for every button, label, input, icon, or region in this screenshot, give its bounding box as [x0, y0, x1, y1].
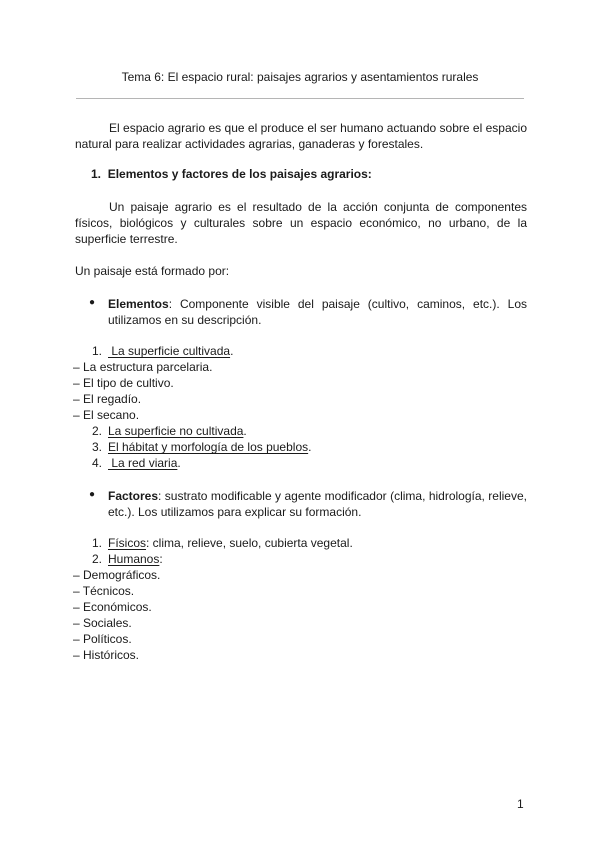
factores-item-1-label: Físicos: [108, 536, 147, 550]
elementos-item-4-number: 4.: [92, 456, 103, 470]
sub-item-politicos: – Políticos.: [73, 632, 132, 646]
sub-item-secano: – El secano.: [73, 408, 140, 422]
elementos-item-3: [108, 440, 311, 454]
elementos-item-4: [108, 456, 181, 470]
elementos-item-1-label: La superficie cultivada: [108, 344, 231, 358]
elementos-bullet: [108, 296, 527, 328]
sub-item-tipo-cultivo: – El tipo de cultivo.: [73, 376, 174, 390]
sub-item-historicos: – Históricos.: [73, 648, 140, 662]
factores-item-2: [108, 552, 163, 566]
header-divider: [76, 98, 524, 99]
factores-term: Factores: [108, 489, 159, 503]
elementos-item-2-label: La superficie no cultivada: [108, 424, 244, 438]
factores-item-2-number: 2.: [92, 552, 103, 566]
page-number: 1: [517, 797, 524, 811]
factores-item-1-number: 1.: [92, 536, 103, 550]
page-header-title: Tema 6: El espacio rural: paisajes agrarios y asentamientos rurales: [121, 70, 479, 84]
sub-item-sociales: – Sociales.: [73, 616, 132, 630]
sub-item-tecnicos: – Técnicos.: [73, 584, 135, 598]
section-1-title: Elementos y factores de los paisajes agrarios:: [107, 167, 372, 181]
elementos-item-1-number: 1.: [92, 344, 103, 358]
elementos-item-2: [108, 424, 247, 438]
elementos-item-3-number: 3.: [92, 440, 103, 454]
elementos-item-1-suffix: .: [230, 344, 234, 358]
elementos-description: : Componente visible del paisaje (cultivo, caminos, etc.). Los utilizamos en su descripción.: [108, 297, 527, 327]
elementos-item-2-suffix: .: [243, 424, 247, 438]
section-1-number: 1.: [91, 167, 102, 181]
factores-item-1: [108, 536, 353, 550]
sub-item-regadio: – El regadío.: [73, 392, 142, 406]
section-1-paragraph-text: Un paisaje agrario es el resultado de la acción conjunta de componentes físicos, biológicos y culturales sobre un espacio económico, no urbano, de la superficie terrestre.: [75, 200, 527, 246]
intro-paragraph: [75, 120, 527, 152]
elementos-item-3-suffix: .: [308, 440, 312, 454]
section-1-paragraph: [75, 199, 527, 247]
bullet-elementos-icon: ●: [89, 297, 96, 308]
intro-text: El espacio agrario es que el produce el ser humano actuando sobre el espacio natural para realizar actividades agrarias, ganaderas y forestales.: [75, 121, 527, 151]
sub-item-economicos: – Económicos.: [73, 600, 152, 614]
factores-description: : sustrato modificable y agente modificador (clima, hidrología, relieve, etc.). Los utilizamos para explicar su formación.: [108, 489, 527, 519]
elementos-item-2-number: 2.: [92, 424, 103, 438]
elementos-term: Elementos: [108, 297, 169, 311]
factores-item-2-label: Humanos: [108, 552, 160, 566]
elementos-item-4-suffix: .: [177, 456, 181, 470]
factores-item-2-suffix: :: [159, 552, 163, 566]
section-1-heading: [91, 167, 372, 181]
formed-by-text: Un paisaje está formado por:: [75, 264, 230, 278]
elementos-item-1: [108, 344, 233, 358]
bullet-factores-icon: ●: [89, 489, 96, 500]
factores-bullet: [108, 488, 527, 520]
sub-item-estructura: – La estructura parcelaria.: [73, 360, 213, 374]
elementos-item-3-label: El hábitat y morfología de los pueblos: [108, 440, 309, 454]
factores-item-1-suffix: : clima, relieve, suelo, cubierta vegetal.: [146, 536, 353, 550]
elementos-item-4-label: La red viaria: [108, 456, 178, 470]
sub-item-demograficos: – Demográficos.: [73, 568, 161, 582]
